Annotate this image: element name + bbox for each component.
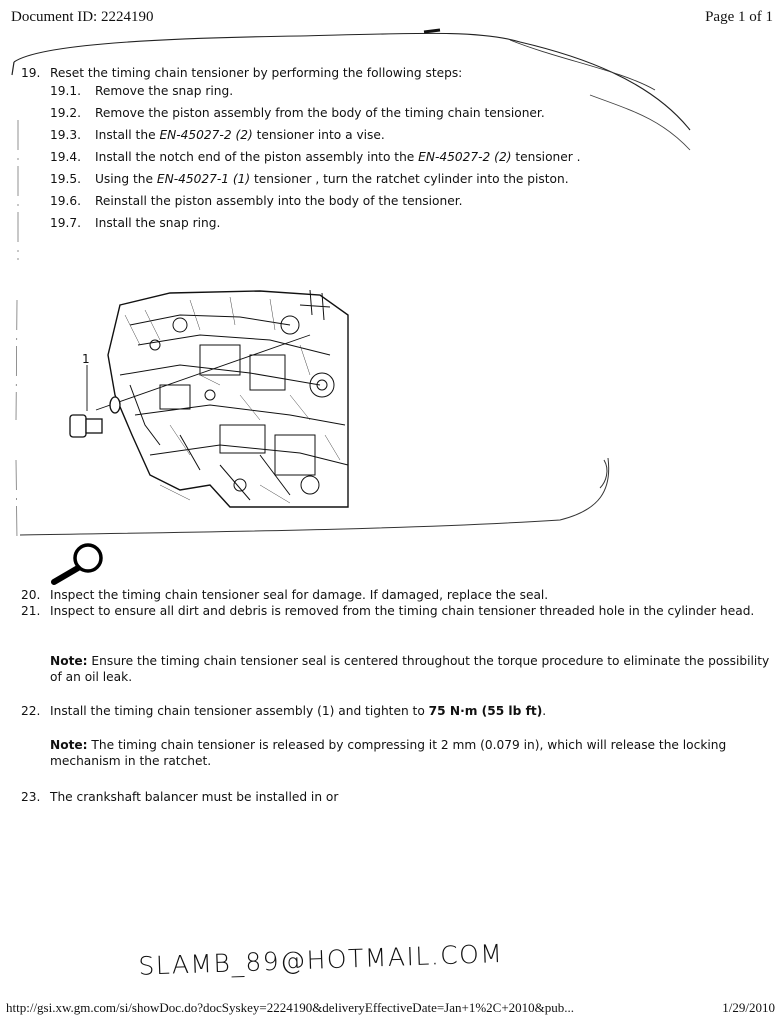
substep-number: 19.4.	[50, 150, 82, 164]
substep-number: 19.1.	[50, 84, 82, 98]
tool-reference: EN-45027-1 (1)	[156, 172, 251, 186]
note-label: Note:	[50, 738, 88, 752]
substep-text: Remove the snap ring.	[95, 84, 234, 98]
substep-text: Using the	[95, 172, 157, 186]
footer-url: http://gsi.xw.gm.com/si/showDoc.do?docSyskey=2224190&deliveryEffectiveDate=Jan+1%2C+2010&pub...	[6, 1000, 575, 1015]
handwritten-email-text: SLAMB_89@HOTMAIL.COM	[137, 938, 504, 981]
substep-text: Install the	[95, 128, 160, 142]
figure-callout-1: 1	[82, 352, 90, 366]
substep-number: 19.6.	[50, 194, 82, 208]
substep-number: 19.2.	[50, 106, 82, 120]
document-id: Document ID: 2224190	[11, 9, 154, 25]
step-text: Inspect to ensure all dirt and debris is removed from the timing chain tensioner threaded hole in the cylinder head.	[50, 604, 755, 618]
substep-text: Reinstall the piston assembly into the body of the tensioner.	[95, 194, 463, 208]
substep-text: Install the snap ring.	[95, 216, 221, 230]
torque-spec: 75 N·m (55 lb ft)	[428, 704, 543, 718]
substep-text: Remove the piston assembly from the body of the timing chain tensioner.	[95, 106, 545, 120]
step-text: Install the timing chain tensioner assembly (1) and tighten to	[50, 704, 429, 718]
step-text: The crankshaft balancer must be installed in or	[50, 790, 339, 804]
note-label: Note:	[50, 654, 88, 668]
step-text: Inspect the timing chain tensioner seal for damage. If damaged, replace the seal.	[50, 588, 549, 602]
footer-date: 1/29/2010	[722, 1000, 775, 1015]
step-text: Reset the timing chain tensioner by performing the following steps:	[50, 66, 463, 80]
step-number: 19.	[21, 66, 41, 80]
substep-text: tensioner , turn the ratchet cylinder into the piston.	[250, 172, 569, 186]
tool-reference: EN-45027-2 (2)	[159, 128, 253, 142]
step-number: 22.	[21, 704, 41, 718]
step-number: 21.	[21, 604, 41, 618]
page-number: Page 1 of 1	[705, 9, 773, 25]
step-number: 20.	[21, 588, 41, 602]
tool-reference: EN-45027-2 (2)	[418, 150, 512, 164]
step-text: .	[542, 704, 547, 718]
substep-number: 19.3.	[50, 128, 82, 142]
substep-text: Install the notch end of the piston assembly into the	[95, 150, 419, 164]
substep-number: 19.7.	[50, 216, 82, 230]
substep-number: 19.5.	[50, 172, 82, 186]
step-number: 23.	[21, 790, 41, 804]
substep-text: tensioner into a vise.	[252, 128, 385, 142]
substep-text: tensioner .	[511, 150, 581, 164]
note-text: Ensure the timing chain tensioner seal is centered throughout the torque procedure to eliminate the possibility of an oil leak.	[50, 654, 770, 684]
note-text: The timing chain tensioner is released by compressing it 2 mm (0.079 in), which will release the locking mechanism in the ratchet.	[50, 738, 727, 768]
